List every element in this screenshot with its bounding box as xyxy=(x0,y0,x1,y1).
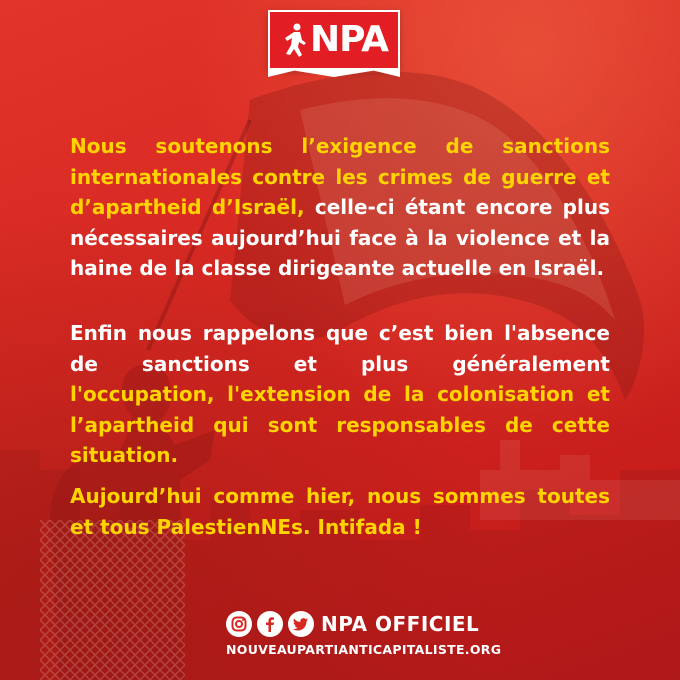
social-handle: NPA OFFICIEL xyxy=(321,612,480,636)
facebook-icon[interactable] xyxy=(257,611,283,637)
social-bar xyxy=(226,610,479,638)
paragraph-sanctions-highlight: Nous soutenons l’exigence de sanctions internationales contre les crimes de guerre et d’apartheid d’Israël, xyxy=(70,134,610,219)
website-link[interactable]: NOUVEAUPARTIANTICAPITALISTE.ORG xyxy=(226,642,502,657)
logo-text: NPA xyxy=(309,19,389,60)
paragraph-sanctions-rest: celle-ci étant encore plus nécessaires aujourd’hui face à la violence et la haine de la classe dirigeante actuelle en Israël. xyxy=(70,195,610,280)
paragraph-occupation-text: Enfin nous rappelons que c’est bien l'absence de sanctions et plus généralement xyxy=(70,321,610,376)
instagram-icon[interactable] xyxy=(226,611,252,637)
running-figure-icon xyxy=(280,23,306,57)
paragraph-intifada-highlight: Aujourd’hui comme hier, nous sommes toutes et tous PalestienNEs. Intifada ! xyxy=(70,484,610,539)
paragraph-occupation xyxy=(70,318,610,471)
paragraph-occupation-highlight: l'occupation, l'extension de la colonisation et l’apartheid qui sont responsables de cette situation. xyxy=(70,382,610,467)
twitter-icon[interactable] xyxy=(288,611,314,637)
paragraph-intifada xyxy=(70,481,610,542)
paragraph-sanctions xyxy=(70,131,610,284)
npa-logo xyxy=(268,10,400,70)
